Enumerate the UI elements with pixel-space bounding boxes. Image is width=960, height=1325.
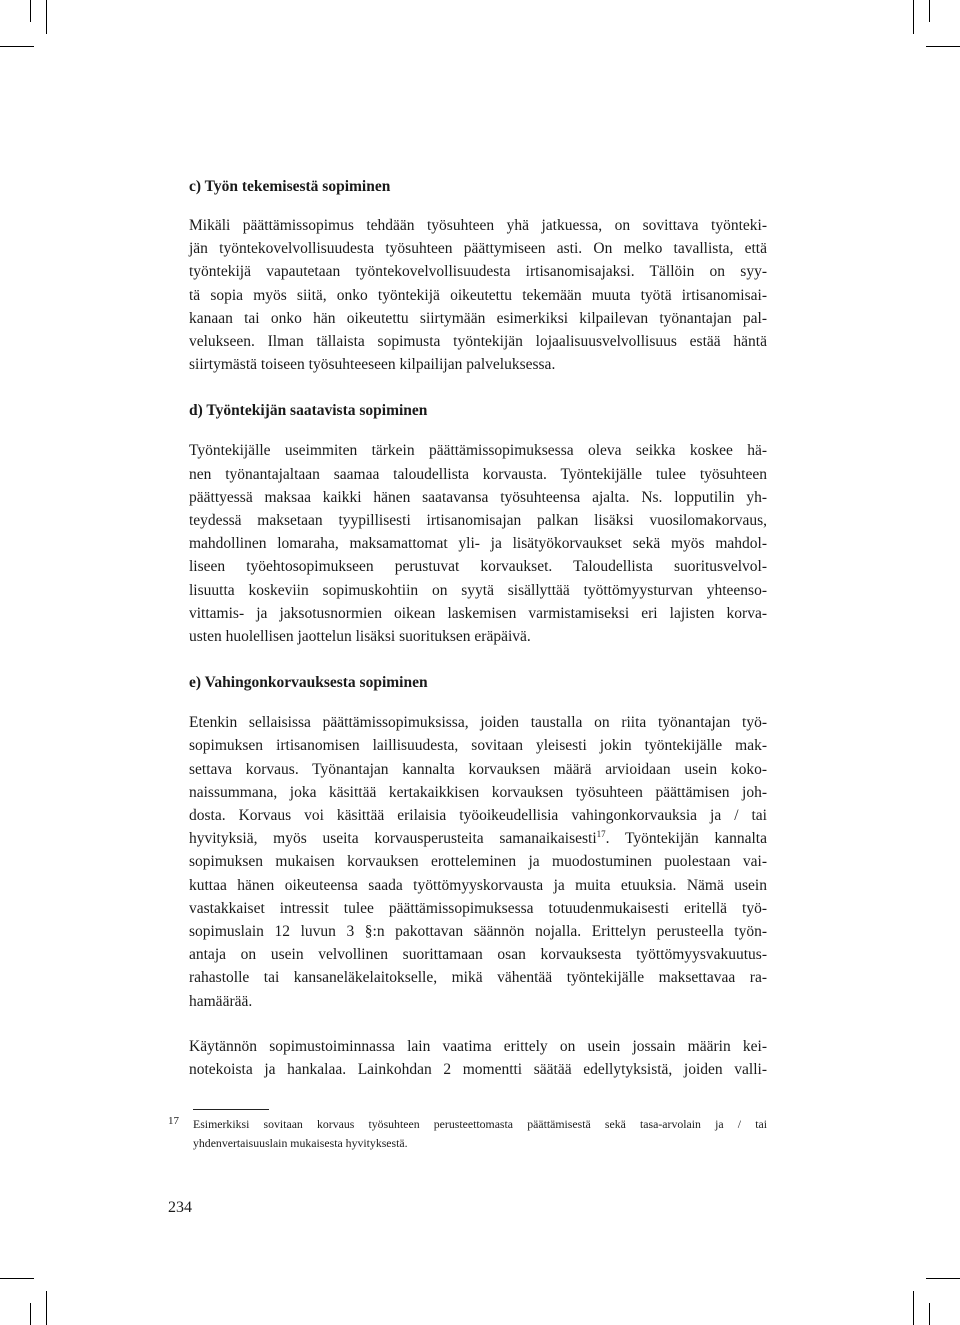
- text-line: tä sopia myös siitä, onko työntekijä oikeutettu tekemään muuta työtä irtisanomisai-: [189, 286, 767, 304]
- page-body: [189, 176, 767, 1081]
- section-e-paragraph: [189, 711, 767, 1013]
- footnote-line: Esimerkiksi sovitaan korvaus työsuhteen perusteettomasta päättämisestä sekä tasa-arvolain ja / tai: [193, 1117, 767, 1131]
- text-line: vittamis- ja jaksotusnormien oikean laskemisen varmistamiseksi eri lajisten korva-: [189, 604, 767, 622]
- section-e-heading: e) Vahingonkorvauksesta sopiminen: [189, 674, 428, 692]
- text-line: työntekijä vapautetaan työntekovelvollisuudesta irtisanomisajaksi. Tällöin on syy-: [189, 263, 767, 281]
- text-line: siirtymästä toiseen työsuhteeseen kilpailijan palveluksessa.: [189, 356, 556, 374]
- text-fragment: hyvityksiä, myös useita korvausperusteita samanaikaisesti: [189, 830, 597, 848]
- text-line: Etenkin sellaisissa päättämissopimuksissa, joiden taustalla on riita työnantajan työ-: [189, 714, 767, 732]
- text-line: Mikäli päättämissopimus tehdään työsuhteen yhä jatkuessa, on sovittava työnteki-: [189, 217, 767, 234]
- text-line: rahastolle tai kansaneläkelaitokselle, mikä vähentää työntekijälle maksettavaa ra-: [189, 969, 767, 987]
- text-line: notekoista ja hankalaa. Lainkohdan 2 momentti säätää edellytyksistä, joiden valli-: [189, 1061, 767, 1079]
- text-line: vastakkaiset intressit tulee päättämissopimuksessa totuudenmukaisesti eritellä työ-: [189, 899, 767, 917]
- crop-mark-bottom-left-v2: [46, 1291, 47, 1325]
- text-line: kuttaa hänen oikeuteensa saada työttömyyskorvausta ja muita etuuksia. Nämä usein: [189, 876, 767, 894]
- crop-mark-bottom-right-h: [926, 1278, 960, 1279]
- crop-mark-top-left-h: [0, 46, 34, 47]
- text-line: sopimuksen irtisanomisen laillisuudesta, sovitaan yleisesti jokin työntekijälle mak-: [189, 737, 767, 755]
- text-line: nen työnantajaltaan saamaa taloudellista korvausta. Työntekijälle tulee työsuhteen: [189, 465, 767, 483]
- text-line: Työntekijälle useimmiten tärkein päättämissopimuksessa oleva seikka koskee hä-: [189, 442, 767, 460]
- crop-mark-bottom-right-v2: [929, 1303, 930, 1325]
- text-line: kanaan tai onko hän oikeutettu siirtymään esimerkiksi kilpailevan työnantajan pal-: [189, 309, 767, 327]
- text-line: mahdollinen lomaraha, maksamattomat yli- ja lisätyökorvaukset sekä myös mahdol-: [189, 535, 767, 553]
- footnote-divider: [193, 1109, 269, 1110]
- crop-mark-top-left-v2: [46, 0, 47, 34]
- footnote-reference[interactable]: 17: [596, 829, 606, 840]
- text-line: sopimuksen mukaisen korvauksen erotteleminen ja muodostuminen puolestaan vai-: [189, 853, 767, 871]
- section-c-paragraph: [189, 214, 767, 376]
- text-line: Käytännön sopimustoiminnassa lain vaatima erittely on usein jossain määrin kei-: [189, 1037, 767, 1055]
- text-line: liseen työehtosopimukseen perustuvat korvaukset. Taloudellista suoritusvelvol-: [189, 558, 767, 576]
- footnote-number: 17: [168, 1115, 179, 1127]
- text-line: päättyessä maksaa kaikki hänen saatavansa työsuhteensa ajalta. Ns. lopputilin yh-: [189, 488, 767, 506]
- text-line: settava korvaus. Työnantajan kannalta korvauksen määrä arvioidaan usein koko-: [189, 760, 767, 778]
- crop-mark-bottom-left-v: [30, 1303, 31, 1325]
- section-c-heading: c) Työn tekemisestä sopiminen: [189, 178, 391, 195]
- text-line: velukseen. Ilman tällaista sopimusta työntekijän lojaalisuusvelvollisuus estää häntä: [189, 333, 767, 351]
- footnote-text: [193, 1115, 767, 1153]
- text-line: hamäärää.: [189, 992, 253, 1010]
- text-line: [189, 827, 767, 850]
- footnote-line: yhdenvertaisuuslain mukaisesta hyvityksestä.: [193, 1136, 408, 1150]
- crop-mark-top-right-v2: [929, 0, 930, 22]
- text-line: naissummana, joka käsittää kertakaikkisen korvauksen työsuhteen päättämisen joh-: [189, 783, 767, 801]
- text-line: lisuutta koskeviin sopimuskohtiin on syytä sisällyttää työttömyysturvan yhteenso-: [189, 581, 767, 599]
- crop-mark-top-left-v: [30, 0, 31, 22]
- text-line: antaja on usein velvollinen suorittamaan osan korvauksesta työttömyysvakuutus-: [189, 946, 767, 964]
- section-d-paragraph: [189, 439, 767, 648]
- crop-mark-bottom-left-h: [0, 1278, 34, 1279]
- page-number: 234: [168, 1199, 192, 1216]
- text-line: jän työntekovelvollisuudesta työsuhteen päättymiseen asti. On melko tavallista, että: [189, 240, 767, 258]
- text-line: dosta. Korvaus voi käsittää erilaisia työoikeudellisia vahingonkorvauksia ja / tai: [189, 807, 767, 825]
- text-line: usten huolellisen jaottelun lisäksi suorituksen eräpäivä.: [189, 628, 531, 646]
- text-fragment: . Työntekijän kannalta: [605, 830, 767, 848]
- crop-mark-top-right-h: [926, 46, 960, 47]
- crop-mark-bottom-right-v: [913, 1291, 914, 1325]
- crop-mark-top-right-v: [913, 0, 914, 34]
- section-d-heading: d) Työntekijän saatavista sopiminen: [189, 402, 428, 420]
- text-line: sopimuslain 12 luvun 3 §:n pakottavan säännön nojalla. Erittelyn perusteella työn-: [189, 923, 767, 941]
- text-line: teydessä maksetaan tyypillisesti irtisanomisajan palkan lisäksi vuosilomakorvaus,: [189, 512, 767, 530]
- section-e-paragraph-2: [189, 1035, 767, 1081]
